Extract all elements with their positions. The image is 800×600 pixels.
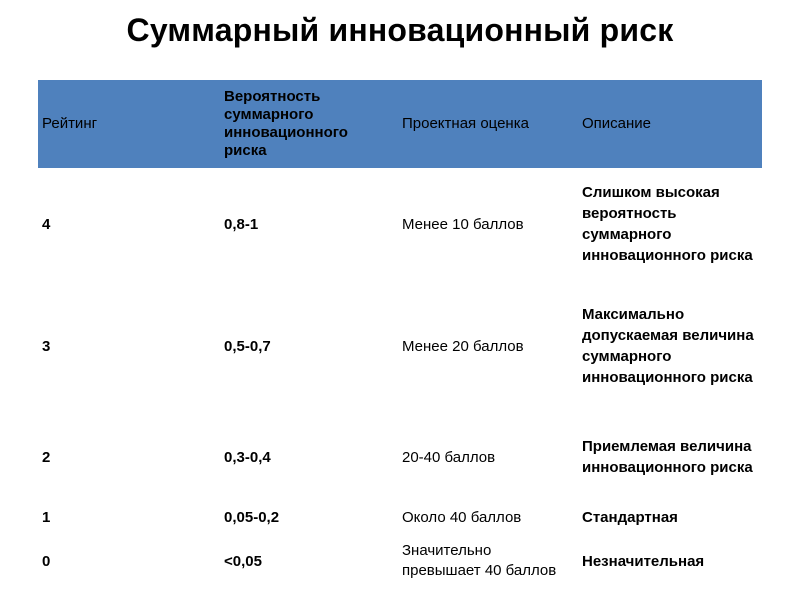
cell-probability: 0,05-0,2 [224,508,280,526]
cell-assessment: Значительно превышает 40 баллов [402,542,557,579]
cell-description: Максимально допускаемая величина суммарного инновационного риска [582,306,754,386]
cell-rating: 0 [42,552,51,570]
table-header-row [38,80,762,168]
cell-assessment: Менее 10 баллов [402,215,524,233]
table-row [38,502,762,532]
cell-probability: 0,8-1 [224,215,259,233]
header-probability: Вероятность суммарного инновационного риска [224,88,348,159]
cell-rating: 1 [42,508,51,526]
table-row [38,280,762,412]
cell-assessment: Менее 20 баллов [402,337,524,355]
cell-description: Слишком высокая вероятность суммарного инновационного риска [582,184,753,264]
header-description: Описание [582,115,652,132]
table-row [38,412,762,502]
cell-rating: 2 [42,448,51,466]
cell-probability: 0,5-0,7 [224,337,271,355]
table-row [38,532,762,590]
slide-title: Суммарный инновационный риск [126,12,674,48]
header-rating: Рейтинг [42,115,98,132]
cell-description: Стандартная [582,508,678,526]
cell-assessment: 20-40 баллов [402,448,496,466]
cell-rating: 4 [42,215,51,233]
cell-rating: 3 [42,337,51,355]
header-assessment: Проектная оценка [402,115,529,132]
table-row [38,168,762,280]
cell-description: Приемлемая величина инновационного риска [582,438,753,476]
risk-table [38,80,762,590]
cell-assessment: Около 40 баллов [402,508,522,526]
cell-probability: 0,3-0,4 [224,448,271,466]
cell-probability: <0,05 [224,552,262,570]
cell-description: Незначительная [582,552,705,570]
